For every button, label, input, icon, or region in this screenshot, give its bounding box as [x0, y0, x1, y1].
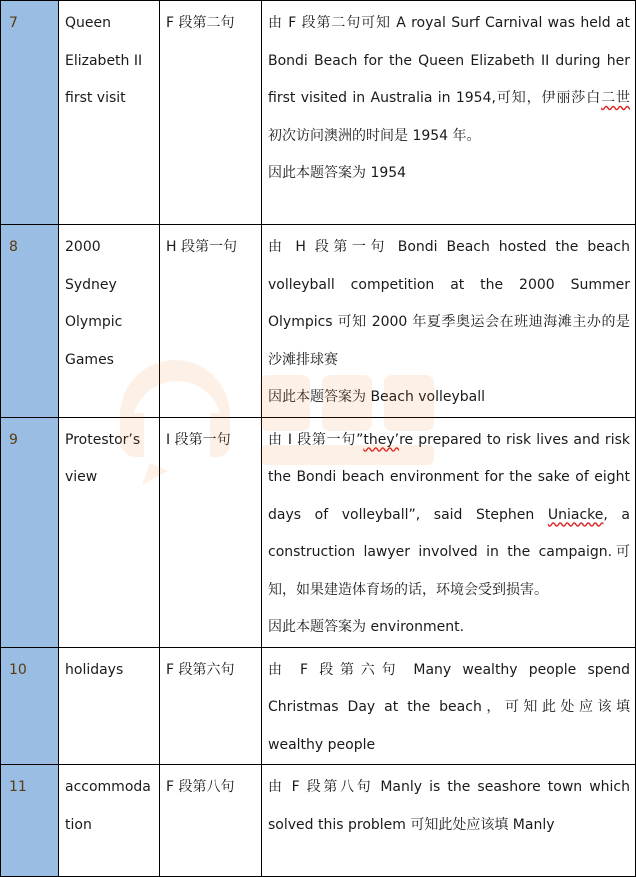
explanation-cell	[262, 225, 636, 418]
paragraph-ref-cell: I 段第一句	[160, 417, 262, 647]
question-number: 11	[1, 765, 59, 877]
answer-text: 因此本题答案为 Beach volleyball	[268, 389, 486, 405]
answer-text: 因此本题答案为 environment.	[268, 619, 465, 635]
topic-cell: accommodation	[59, 765, 160, 877]
question-number: 10	[1, 647, 59, 765]
topic-cell: 2000 Sydney Olympic Games	[59, 225, 160, 418]
paragraph-ref-cell: F 段第八句	[160, 765, 262, 877]
explanation-cell	[262, 765, 636, 877]
paragraph-ref-cell: F 段第六句	[160, 647, 262, 765]
answer-text: 因此本题答案为 1954	[268, 165, 407, 181]
question-number: 8	[1, 225, 59, 418]
topic-cell: Protestor’s view	[59, 417, 160, 647]
paragraph-ref-cell: F 段第二句	[160, 1, 262, 225]
table-row	[1, 225, 636, 418]
explanation-cell	[262, 647, 636, 765]
topic-cell: holidays	[59, 647, 160, 765]
table-row	[1, 647, 636, 765]
explanation-cell	[262, 417, 636, 647]
table-row	[1, 765, 636, 877]
explanation-cell	[262, 1, 636, 225]
topic-cell: Queen Elizabeth II first visit	[59, 1, 160, 225]
explanation-text: 由 F 段第二句可知 A royal Surf Carnival was held at Bondi Beach for the Queen Elizabeth II during her first visited in Australia in 1954,可知，伊丽莎白二世初次访问澳洲的时间是 1954 年。	[268, 15, 631, 144]
table-row	[1, 1, 636, 225]
explanation-text: 由 F 段第六句 Many wealthy people spend Christmas Day at the beach，可知此处应该填 wealthy people	[268, 661, 630, 753]
explanation-text: 由 F 段第八句 Manly is the seashore town which solved this problem 可知此处应该填 Manly	[268, 779, 630, 833]
spellcheck-word: Uniacke	[547, 506, 604, 523]
paragraph-ref-cell: H 段第一句	[160, 225, 262, 418]
explanation-text: 由 I 段第一句”they’re prepared to risk lives and risk the Bondi beach environment for the sake of eight days of volleyball”, said Stephen Uniacke, a construction lawyer involved in the campaign.可知，如果建造体育场的话，环境会受到损害。	[268, 431, 630, 598]
spellcheck-word: 二世	[601, 90, 631, 106]
question-number: 9	[1, 417, 59, 647]
explanation-text: 由 H 段第一句 Bondi Beach hosted the beach volleyball competition at the 2000 Summer Olympics 可知 2000 年夏季奥运会在班迪海滩主办的是沙滩排球赛	[268, 239, 630, 368]
table-row	[1, 417, 636, 647]
spellcheck-word: they’	[363, 431, 400, 448]
question-number: 7	[1, 1, 59, 225]
